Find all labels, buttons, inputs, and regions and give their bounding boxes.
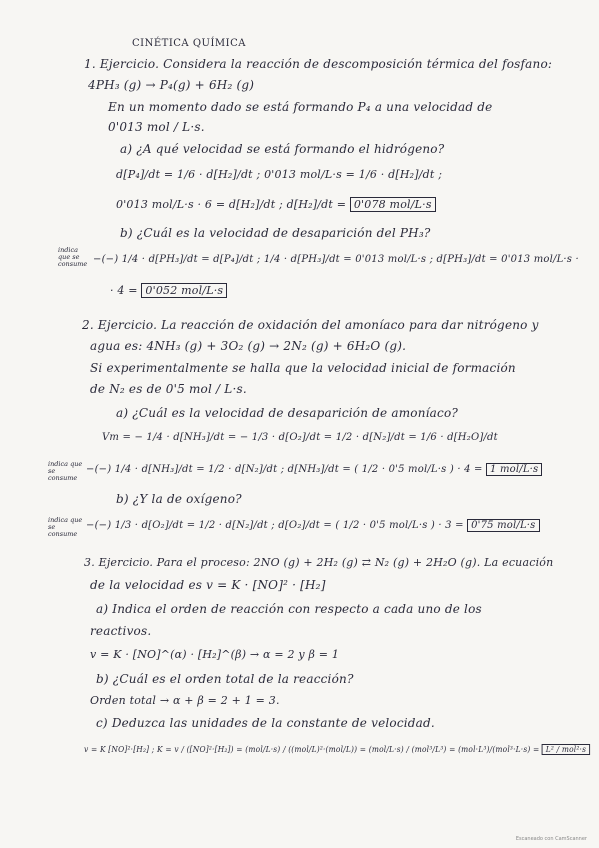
ex2-answer-b: 0'75 mol/L·s: [467, 519, 539, 532]
ex1-equation-a2-text: 0'013 mol/L·s · 6 = d[H₂]/dt ; d[H₂]/dt =: [116, 198, 347, 211]
ex3-equation-b: Orden total → α + β = 2 + 1 = 3.: [90, 694, 280, 707]
ex3-line2: de la velocidad es v = K · [NO]² · [H₂]: [90, 578, 326, 592]
ex2-equation-b-text: −(−) 1/3 · d[O₂]/dt = 1/2 · d[N₂]/dt ; d[O₂]/dt = ( 1/2 · 0'5 mol/L·s ) · 3 =: [86, 520, 464, 531]
ex3-answer-c: L² / mol²·s: [542, 744, 590, 755]
ex2-line4: de N₂ es de 0'5 mol / L·s.: [90, 382, 247, 396]
ex1-heading: 1. Ejercicio. Considera la reacción de descomposición térmica del fosfano:: [84, 57, 553, 71]
ex3-question-c: c) Deduzca las unidades de la constante de velocidad.: [96, 716, 435, 730]
ex1-equation-b2-text: · 4 =: [110, 284, 138, 297]
ex1-line3: 0'013 mol / L·s.: [108, 120, 205, 134]
ex1-question-b: b) ¿Cuál es la velocidad de desaparición del PH₃?: [120, 226, 431, 240]
ex1-side-note: indica que se consume: [58, 246, 88, 268]
ex2-line2: agua es: 4NH₃ (g) + 3O₂ (g) → 2N₂ (g) + 6H₂O (g).: [90, 339, 407, 353]
ex1-answer-a: 0'078 mol/L·s: [350, 197, 436, 212]
ex2-heading: 2. Ejercicio. La reacción de oxidación del amoníaco para dar nitrógeno y: [82, 318, 539, 332]
ex3-equation-a: v = K · [NO]^(α) · [H₂]^(β) → α = 2 y β = 1: [90, 648, 340, 661]
ex3-equation-c: [84, 745, 590, 754]
ex1-question-a: a) ¿A qué velocidad se está formando el hidrógeno?: [120, 142, 445, 156]
ex1-equation-b1: −(−) 1/4 · d[PH₃]/dt = d[P₄]/dt ; 1/4 · d[PH₃]/dt = 0'013 mol/L·s ; d[PH₃]/dt = 0'013 mol/L·s ·: [93, 254, 579, 265]
ex2-equation-a: [86, 464, 542, 475]
ex3-heading: 3. Ejercicio. Para el proceso: 2NO (g) + 2H₂ (g) ⇄ N₂ (g) + 2H₂O (g). La ecuación: [84, 556, 554, 569]
ex2-answer-a: 1 mol/L·s: [486, 463, 542, 476]
ex3-equation-c-text: v = K [NO]²·[H₂] ; K = v / ([NO]²·[H₂]) = (mol/L·s) / ((mol/L)²·(mol/L)) = (mol/L·s) / (mol³/L³) = (mol·L³)/(mol³·L·s) =: [84, 745, 540, 754]
ex2-side-note-a: indica que se consume: [48, 460, 83, 482]
ex2-question-a: a) ¿Cuál es la velocidad de desaparición de amoníaco?: [116, 406, 459, 420]
ex1-equation-a1: d[P₄]/dt = 1/6 · d[H₂]/dt ; 0'013 mol/L·s = 1/6 · d[H₂]/dt ;: [116, 168, 443, 181]
ex2-equation-b: [86, 520, 540, 531]
ex3-question-a: a) Indica el orden de reacción con respecto a cada uno de los: [96, 602, 482, 616]
ex2-side-note-b: indica que se consume: [48, 516, 83, 538]
ex2-rate-expression: Vm = − 1/4 · d[NH₃]/dt = − 1/3 · d[O₂]/dt = 1/2 · d[N₂]/dt = 1/6 · d[H₂O]/dt: [102, 432, 498, 443]
page-title: CINÉTICA QUÍMICA: [132, 38, 246, 49]
scanner-watermark: Escaneado con CamScanner: [515, 836, 587, 842]
ex3-question-b: b) ¿Cuál es el orden total de la reacción?: [96, 672, 354, 686]
ex1-line2: En un momento dado se está formando P₄ a una velocidad de: [108, 100, 493, 114]
ex2-question-b: b) ¿Y la de oxígeno?: [116, 492, 242, 506]
ex2-equation-a-text: −(−) 1/4 · d[NH₃]/dt = 1/2 · d[N₂]/dt ; d[NH₃]/dt = ( 1/2 · 0'5 mol/L·s ) · 4 =: [86, 464, 483, 475]
ex1-reaction: 4PH₃ (g) → P₄(g) + 6H₂ (g): [88, 78, 255, 92]
ex1-equation-b2: [110, 284, 227, 297]
ex2-line3: Si experimentalmente se halla que la velocidad inicial de formación: [90, 361, 516, 375]
ex1-answer-b: 0'052 mol/L·s: [141, 283, 227, 298]
ex1-equation-a2: [116, 198, 436, 211]
ex3-question-a-cont: reactivos.: [90, 624, 152, 638]
